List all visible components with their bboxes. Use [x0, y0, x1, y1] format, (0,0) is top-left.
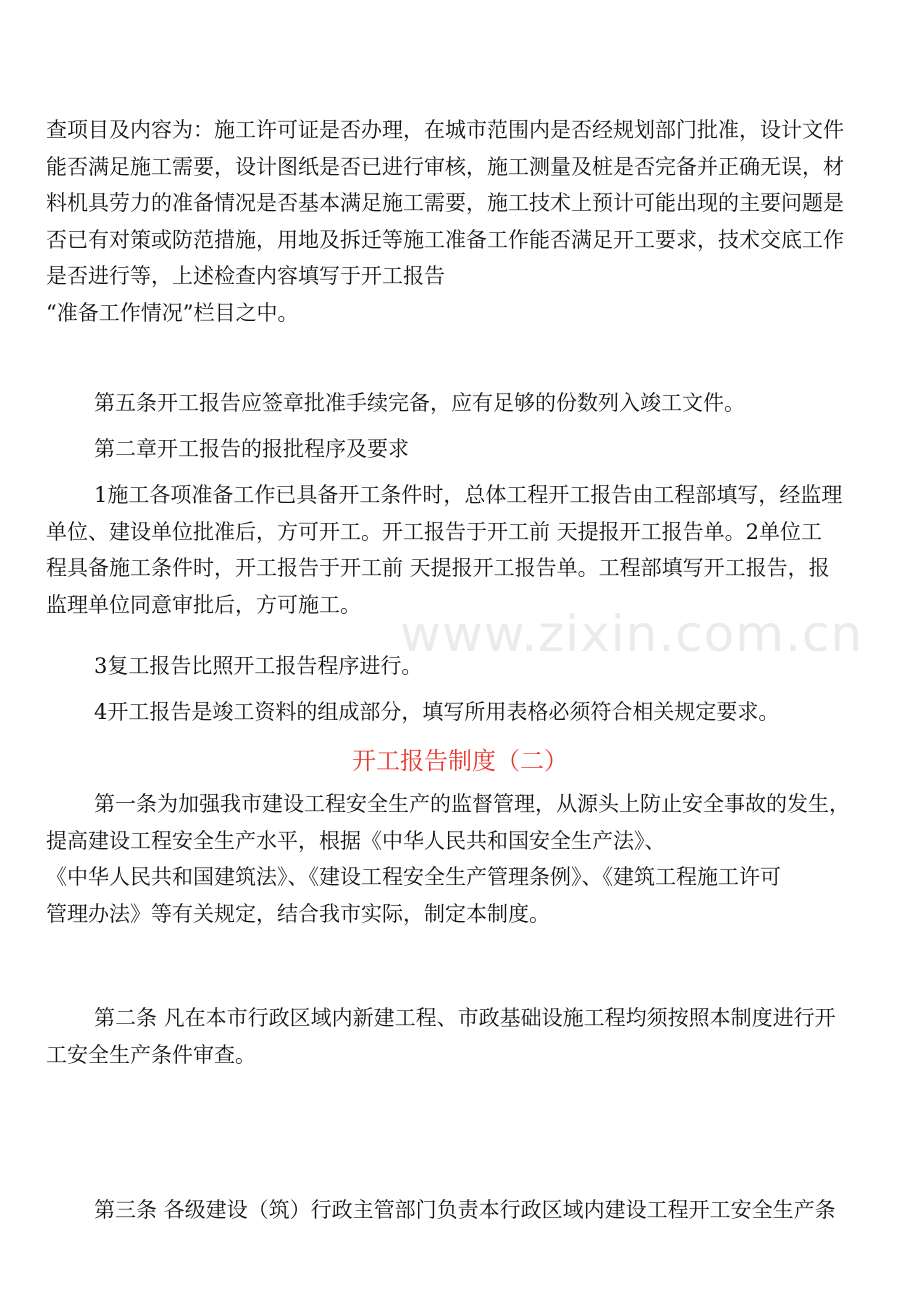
- text-line: 第三条 各级建设（筑）行政主管部门负责本行政区域内建设工程开工安全生产条: [94, 1198, 836, 1222]
- text-line: 提高建设工程安全生产水平，根据《中华人民共和国安全生产法》、: [46, 828, 666, 853]
- text-line: 单位、建设单位批准后，方可开工。开工报告于开工前 天提报开工报告单。2单位工: [46, 519, 823, 544]
- paragraph-procedure-3: [46, 648, 872, 685]
- text-line: 工安全生产条件审查。: [46, 1042, 256, 1067]
- paragraph-article-5: [46, 385, 872, 422]
- text-line: 第一条为加强我市建设工程安全生产的监督管理，从源头上防止安全事故的发生，: [94, 792, 850, 816]
- paragraph-article-2: [46, 1000, 872, 1073]
- watermark: www.zixin.com.cn: [400, 605, 864, 663]
- text-line: “准备工作情况”栏目之中。: [46, 300, 299, 325]
- paragraph-article-3: [46, 1192, 872, 1229]
- text-line: 料机具劳力的准备情况是否基本满足施工需要，施工技术上预计可能出现的主要问题是: [46, 191, 844, 215]
- text-line: 3复工报告比照开工报告程序进行。: [94, 654, 423, 678]
- text-line: 第五条开工报告应签章批准手续完备，应有足够的份数列入竣工文件。: [94, 391, 745, 415]
- paragraph-article-1: [46, 786, 872, 932]
- paragraph-procedure-1-2: [46, 477, 872, 623]
- text-line: 第二章开工报告的报批程序及要求: [94, 437, 409, 461]
- text-line: 查项目及内容为：施工许可证是否办理，在城市范围内是否经规划部门批准，设计文件: [46, 118, 844, 142]
- paragraph-procedure-4: [46, 694, 872, 731]
- text-line: 能否满足施工需要，设计图纸是否已进行审核，施工测量及桩是否完备并正确无误，材: [46, 154, 844, 179]
- text-line: 4开工报告是竣工资料的组成部分，填写所用表格必须符合相关规定要求。: [94, 700, 780, 724]
- text-line: 是否进行等，上述检查内容填写于开工报告: [46, 264, 445, 288]
- text-line: 第二条 凡在本市行政区域内新建工程、市政基础设施工程均须按照本制度进行开: [94, 1006, 836, 1030]
- text-line: 《中华人民共和国建筑法》、《建设工程安全生产管理条例》、《建筑工程施工许可: [46, 865, 781, 889]
- section-heading: 开工报告制度（二）: [352, 747, 568, 775]
- text-line: 否已有对策或防范措施，用地及拆迁等施工准备工作能否满足开工要求，技术交底工作: [46, 227, 844, 252]
- text-line: 监理单位同意审批后，方可施工。: [46, 592, 361, 617]
- text-line: 管理办法》等有关规定，结合我市实际，制定本制度。: [46, 901, 550, 926]
- paragraph-inspection-items: [46, 112, 872, 331]
- text-line: 1施工各项准备工作已具备开工条件时，总体工程开工报告由工程部填写，经监理: [94, 483, 843, 507]
- text-line: 程具备施工条件时，开工报告于开工前 天提报开工报告单。工程部填写开工报告，报: [46, 556, 830, 580]
- chapter-2-title: [46, 431, 872, 468]
